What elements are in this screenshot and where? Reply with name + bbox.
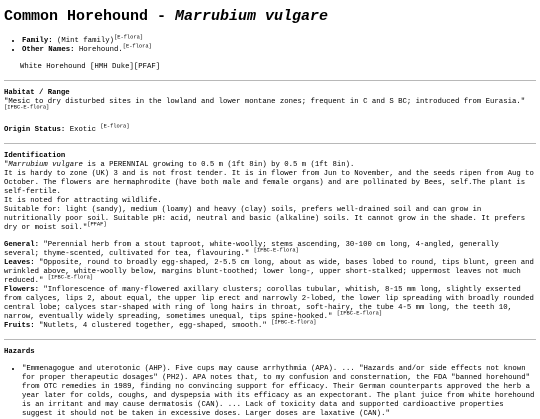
identification-soil-text: Suitable for: light (sandy), medium (loamy) and heavy (clay) soils, prefers well-drained soil and can grow in nutritionally poor soil. Suitable pH: acid, neutral and basic (alkaline) soils. It cannot grow in the shade. It prefers dry or moist soil.": [4, 206, 526, 232]
divider: [4, 143, 536, 144]
flowers-description: [4, 286, 536, 322]
othernames-item: [22, 43, 536, 55]
fruits-description: [4, 319, 536, 331]
divider: [4, 80, 536, 81]
fruits-label: Fruits:: [4, 322, 35, 330]
identification-heading: Identification: [4, 152, 66, 160]
origin-value: Exotic: [65, 126, 101, 134]
general-label: General:: [4, 241, 40, 249]
page-title: [4, 7, 536, 27]
othernames-value: Horehound.: [74, 46, 123, 54]
identification-latin-name: Marrubium vulgare: [8, 161, 83, 169]
othernames-label: Other Names:: [22, 46, 75, 54]
flowers-text: "Inflorescence of many-flowered axillary clusters; corollas tubular, whitish, 8-15 mm long, slightly exserted from calyces, lips 2, about equal, the upper lip erect and narrowly 2-lobed, the lower lip spreading with broadly rounded central lobe; calyces star-shaped with ring of long hairs in throat, soft-hairy, the tube 4-5 mm long, the teeth 10, narrow, eventually widely spreading, sometimes unequal, tips spine-hooked.": [4, 286, 534, 321]
leaves-ref: [IFBC-E-flora]: [47, 274, 94, 281]
habitat-description: "Mesic to dry disturbed sites in the lowland and lower montane zones; frequent in C and S BC; introduced from Eurasia.": [4, 98, 526, 106]
title-common-name: Common Horehound -: [4, 8, 176, 25]
hazards-heading: Hazards: [4, 348, 35, 356]
general-text: "Perennial herb from a stout taproot, white-woolly; stems ascending, 30-100 cm long, 4-angled, generally several; thyme-scented, cultivated for tea, flavouring.": [4, 241, 499, 258]
identification-soil: [4, 206, 536, 233]
leaves-description: [4, 259, 536, 286]
identification-intro: "Marrubium vulgare is a PERENNIAL growing to 0.5 m (1ft 8in) by 0.5 m (1ft 8in).: [4, 161, 355, 169]
othernames-ref: [E-flora]: [122, 43, 152, 50]
family-ref: [E-flora]: [113, 34, 144, 41]
info-list: [4, 34, 536, 55]
family-value: (Mint family): [52, 37, 114, 45]
hazards-item: • "Emmenagogue and uterotonic (AHP). Five cups may cause arrhythmia (APA). ... "Hazards and/or side effects not known for proper therapeutic dosages" (PH2). APA notes that, to my confusion and consternation, the FDA "banned horehound" from OTC remedies in 1989, finding no convincing support for efficacy. Their German counterparts approved the herb a year later for colds, coughs, and dyspepsia with its efficacy as an expectorant. The plant juice from white horehound is an irritant and may cause dermatosis (CAN). ... Lack of toxicity data and supported cardioactive properties suggest it should not be taken in excessive doses. Larger doses are laxative (CAN).": [22, 365, 536, 419]
general-ref: [IFBC-E-flora]: [253, 247, 299, 254]
identification-intro-text: is a PERENNIAL growing to 0.5 m (1ft 8in) by 0.5 m (1ft 8in).: [82, 161, 355, 169]
title-latin-name: Marrubium vulgare: [175, 8, 329, 25]
hazards-list: [4, 365, 536, 419]
habitat-text: [4, 98, 536, 116]
family-item: [22, 34, 536, 46]
divider: [4, 339, 536, 340]
origin-status: [4, 123, 536, 135]
flowers-label: Flowers:: [4, 286, 40, 294]
habitat-heading: Habitat / Range: [4, 89, 70, 97]
family-label: Family:: [22, 37, 53, 45]
leaves-label: Leaves:: [4, 259, 35, 267]
identification-wildlife: It is noted for attracting wildlife.: [4, 197, 162, 205]
fruits-ref: [IFBC-E-flora]: [271, 319, 317, 326]
flowers-ref: [IFBC-E-flora]: [336, 310, 383, 317]
origin-label: Origin Status:: [4, 126, 66, 134]
identification-hardiness: It is hardy to zone (UK) 3 and is not frost tender. It is in flower from Jun to November, and the seeds ripen from Aug to October. The flowers are hermaphrodite (have both male and female organs) and are pollinated by Bees, self.The plant is self-fertile.: [4, 170, 534, 196]
leaves-text: "Opposite, round to broadly egg-shaped, 2-5.5 cm long, about as wide, bases lobed to round, tips blunt, green and wrinkled above, white-woolly below, margins blunt-toothed; lower long-, upper short-stalked; uppermost leaves not much reduced.": [4, 259, 534, 285]
origin-ref: [E-flora]: [100, 123, 130, 130]
fruits-text: "Nutlets, 4 clustered together, egg-shaped, smooth.": [34, 322, 272, 330]
general-description: [4, 241, 536, 259]
identification-ref: [PFAF]: [87, 221, 107, 228]
habitat-ref: [IFBC-E-flora]: [4, 104, 50, 111]
alternate-names: White Horehound [HMH Duke][PFAF]: [20, 63, 161, 71]
